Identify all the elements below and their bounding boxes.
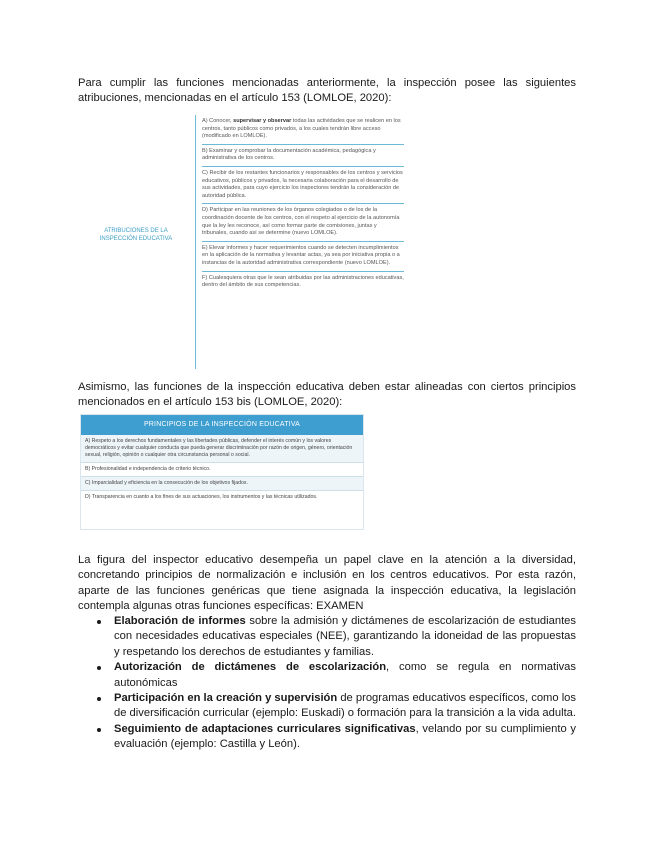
principles-row: B) Profesionalidad e independencia de criterio técnico. xyxy=(81,463,363,477)
list-item: Elaboración de informes sobre la admisión y dictámenes de escolarización de estudiantes con necesidades educativas especiales (NEE), garantizando la idoneidad de las propuestas y respetando los derechos de estudiantes y familias. xyxy=(78,614,576,660)
list-item: Seguimiento de adaptaciones curriculares significativas, velando por su cumplimiento y evaluación (ejemplo: Castilla y León). xyxy=(78,722,576,753)
bullet-icon xyxy=(97,697,101,701)
attribution-item: C) Recibir de los restantes funcionarios y responsables de los centros y servicios educativos, públicos y privados, la necesaria colaboración para el desarrollo de sus actividades, para cuyo ejercicio los inspectores tendrán la consideración de autoridad pública. xyxy=(202,167,404,204)
attributions-figure-label: ATRIBUCIONES DE LA INSPECCIÓN EDUCATIVA xyxy=(99,228,173,242)
principles-table xyxy=(80,414,364,530)
principles-row: D) Transparencia en cuanto a los fines de sus actuaciones, los instrumentos y las técnicas utilizados. xyxy=(85,494,318,500)
principles-table-title: PRINCIPIOS DE LA INSPECCIÓN EDUCATIVA xyxy=(81,415,363,435)
attributions-figure xyxy=(86,115,404,371)
specific-functions-list xyxy=(78,614,576,753)
list-item: Participación en la creación y supervisión de programas educativos específicos, como los de diversificación curricular (ejemplo: Euskadi) o formación para la transición a la vida adulta. xyxy=(78,691,576,722)
attribution-item: D) Participar en las reuniones de los órganos colegiados o de los de la coordinación docente de los centros, con el respeto al ejercicio de la autonomía que la ley les reconoce, así como formar parte de comisiones, juntas y tribunales, cuando así se determine (nuevo LOMLOE). xyxy=(202,204,404,241)
bullet-icon xyxy=(97,666,101,670)
intro-paragraph: Para cumplir las funciones mencionadas anteriormente, la inspección posee las siguientes atribuciones, mencionadas en el artículo 153 (LOMLOE, 2020): xyxy=(78,77,576,105)
diversity-paragraph: La figura del inspector educativo desempeña un papel clave en la atención a la diversidad, concretando principios de normalización e inclusión en los centros educativos. Por esta razón, aparte de las funciones genéricas que tiene asignada la inspección educativa, la legislación contempla algunas otras funciones específicas: EXAMEN xyxy=(78,554,576,613)
principles-row: C) Imparcialidad y eficiencia en la consecución de los objetivos fijados. xyxy=(81,477,363,491)
principles-intro-paragraph: Asimismo, las funciones de la inspección educativa deben estar alineadas con ciertos principios mencionados en el artículo 153 bis (LOMLOE, 2020): xyxy=(78,381,576,409)
figure-bracket xyxy=(195,115,199,369)
list-item: Autorización de dictámenes de escolarización, como se regula en normativas autonómicas xyxy=(78,660,576,691)
attributions-list xyxy=(202,115,404,293)
attribution-item: B) Examinar y comprobar la documentación académica, pedagógica y administrativa de los centros. xyxy=(202,145,404,167)
bullet-icon xyxy=(97,620,101,624)
attribution-item: E) Elevar informes y hacer requerimientos cuando se detecten incumplimientos en la aplicación de la normativa y levantar actas, ya sea por iniciativa propia o a instancias de la autoridad administrativa correspondiente (nuevo LOMLOE). xyxy=(202,242,404,272)
attribution-item: F) Cualesquiera otras que le sean atribuidas por las administraciones educativas, dentro del ámbito de sus competencias. xyxy=(202,274,404,289)
bullet-icon xyxy=(97,728,101,732)
attribution-item: A) Conocer, supervisar y observar todas las actividades que se realicen en los centros, tanto públicos como privados, a los cuales tendrán libre acceso (modificado en LOMLOE). xyxy=(202,115,404,145)
principles-row: A) Respeto a los derechos fundamentales y las libertades públicas, defender el interés común y los valores democráticos y evitar cualquier conducta que pueda generar discriminación por razón de origen, género, orientación sexual, religión, opinión o cualquier otra circunstancia personal o social. xyxy=(81,435,363,463)
